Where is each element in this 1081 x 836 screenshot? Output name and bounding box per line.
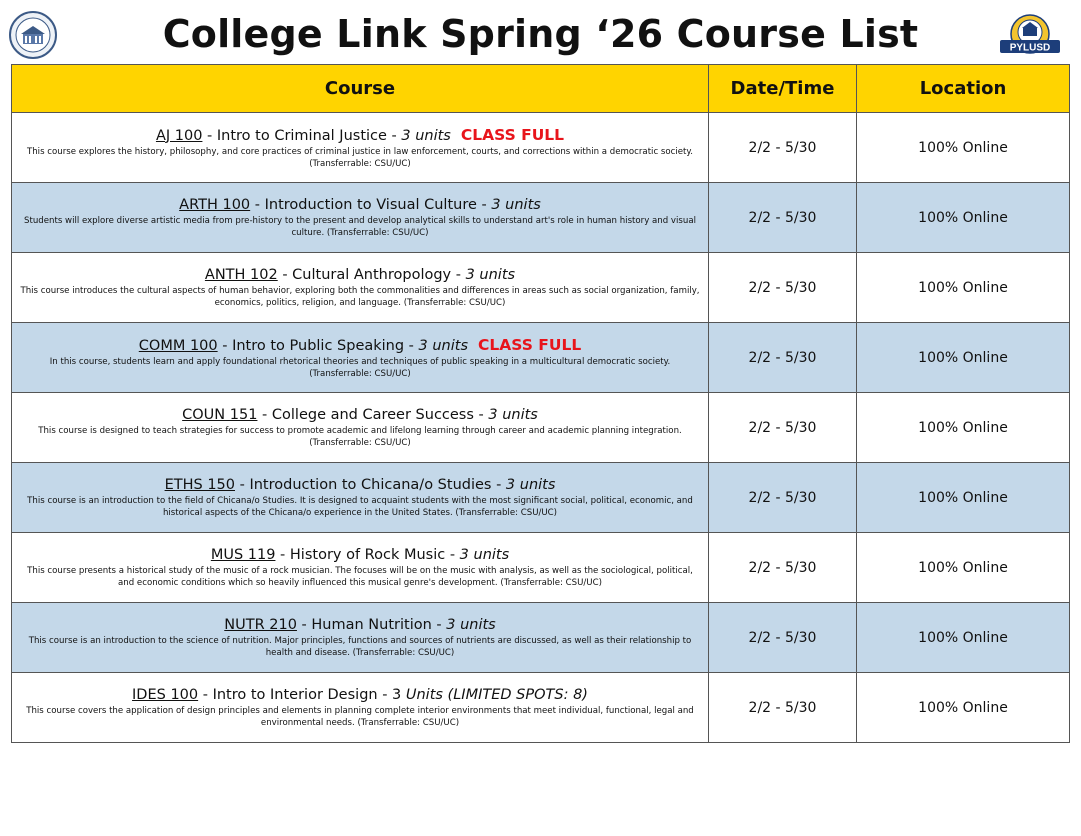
course-cell xyxy=(12,183,709,253)
course-name: - College and Career Success - xyxy=(257,407,489,423)
table-row xyxy=(12,603,1070,673)
course-cell xyxy=(12,393,709,463)
course-description: This course is an introduction to the field of Chicana/o Studies. It is designed to acquaint students with the most significant social, political, economic, and historical aspects of the Chicana/o experience in the United States. (Transferrable: CSU/UC) xyxy=(27,496,693,518)
course-title-line xyxy=(18,476,702,494)
course-units: 3 units xyxy=(465,267,516,283)
location-cell: 100% Online xyxy=(857,463,1070,533)
table-row xyxy=(12,393,1070,463)
course-cell xyxy=(12,463,709,533)
course-name: - Introduction to Visual Culture - xyxy=(250,197,492,213)
course-name: - Cultural Anthropology - xyxy=(277,267,466,283)
course-name: - Intro to Criminal Justice - xyxy=(202,127,402,144)
date-time-cell: 2/2 - 5/30 xyxy=(709,323,857,393)
course-description: This course presents a historical study of the music of a rock musician. The focuses will be on the music with analysis, as well as the sociological, political, and economic conditions which so heavily influenced this musical genre's development. (Transferrable: CSU/UC) xyxy=(27,566,693,588)
location-cell: 100% Online xyxy=(857,253,1070,323)
location-cell: 100% Online xyxy=(857,533,1070,603)
column-header-location: Location xyxy=(857,65,1070,113)
course-description: This course introduces the cultural aspects of human behavior, exploring both the commonalities and differences in areas such as social organization, family, economics, politics, religion, and language. (Transferrable: CSU/UC) xyxy=(20,286,700,308)
class-full-badge: CLASS FULL xyxy=(460,125,565,144)
district-logo xyxy=(996,12,1064,62)
course-units: 3 units xyxy=(488,407,538,423)
course-units: 3 units xyxy=(418,337,469,354)
course-name: - Intro to Public Speaking - xyxy=(217,337,419,354)
district-logo-text: PYLUSD xyxy=(1009,42,1051,54)
course-code: MUS 119 xyxy=(210,547,276,563)
course-cell xyxy=(12,603,709,673)
course-title-line xyxy=(18,546,702,564)
table-header-row xyxy=(12,65,1070,113)
course-description: This course is an introduction to the science of nutrition. Major principles, functions and sources of nutrients are discussed, as well as their relationship to health and disease. (Transferrable: CSU/UC) xyxy=(28,636,692,658)
course-cell xyxy=(12,673,709,743)
course-code: IDES 100 xyxy=(132,687,199,703)
course-code: COMM 100 xyxy=(138,337,218,354)
course-description: Students will explore diverse artistic media from pre-history to the present and develop analytical skills to understand art's role in human history and visual culture. (Transferrable: CSU/UC) xyxy=(24,216,696,238)
date-time-cell: 2/2 - 5/30 xyxy=(709,393,857,463)
course-cell xyxy=(12,533,709,603)
location-cell: 100% Online xyxy=(857,393,1070,463)
page-title: College Link Spring ‘26 Course List xyxy=(162,12,919,56)
location-cell: 100% Online xyxy=(857,673,1070,743)
course-units: 3 units xyxy=(401,127,451,144)
location-cell: 100% Online xyxy=(857,183,1070,253)
table-row xyxy=(12,253,1070,323)
course-name: - Human Nutrition - xyxy=(296,617,447,633)
table-row xyxy=(12,463,1070,533)
location-cell: 100% Online xyxy=(857,323,1070,393)
date-time-cell: 2/2 - 5/30 xyxy=(709,533,857,603)
course-description: This course is designed to teach strategies for success to promote academic and lifelong learning through career and academic planning integration. (Transferrable: CSU/UC) xyxy=(38,426,682,448)
course-code: NUTR 210 xyxy=(224,617,297,633)
date-time-cell: 2/2 - 5/30 xyxy=(709,253,857,323)
course-description: In this course, students learn and apply foundational rhetorical theories and techniques of public speaking in a multicultural democratic society. (Transferrable: CSU/UC) xyxy=(49,356,671,379)
course-code: AJ 100 xyxy=(155,127,203,144)
course-code: COUN 151 xyxy=(182,407,258,423)
table-row xyxy=(12,183,1070,253)
table-row xyxy=(12,113,1070,183)
course-title-line xyxy=(18,406,702,424)
course-name: - Intro to Interior Design - 3 xyxy=(198,687,406,703)
course-units: 3 units xyxy=(491,197,541,213)
course-cell xyxy=(12,113,709,183)
course-units: 3 units xyxy=(459,547,510,563)
course-cell xyxy=(12,253,709,323)
location-cell: 100% Online xyxy=(857,603,1070,673)
course-code: ETHS 150 xyxy=(164,477,235,493)
course-units: 3 units xyxy=(446,617,496,633)
course-description: This course covers the application of design principles and elements in planning complete interior environments that meet individual, functional, legal and environmental needs. (Transferrable: CSU/UC) xyxy=(26,706,694,728)
course-cell xyxy=(12,323,709,393)
course-description: This course explores the history, philosophy, and core practices of criminal justice in law enforcement, courts, and corrections within a democratic society. (Transferrable: CSU/UC) xyxy=(26,146,693,169)
column-header-course: Course xyxy=(12,65,709,113)
course-name: - Introduction to Chicana/o Studies - xyxy=(235,477,506,493)
course-table xyxy=(11,64,1070,743)
table-row xyxy=(12,673,1070,743)
date-time-cell: 2/2 - 5/30 xyxy=(709,113,857,183)
course-title-line xyxy=(18,686,702,704)
table-row xyxy=(12,533,1070,603)
date-time-cell: 2/2 - 5/30 xyxy=(709,603,857,673)
class-full-badge: CLASS FULL xyxy=(478,335,582,354)
course-units: 3 units xyxy=(505,477,556,493)
course-title-line xyxy=(18,266,702,284)
course-name: - History of Rock Music - xyxy=(275,547,460,563)
course-title-line xyxy=(18,196,702,214)
date-time-cell: 2/2 - 5/30 xyxy=(709,183,857,253)
course-title-line xyxy=(18,336,702,355)
page-header xyxy=(0,0,1081,64)
location-cell: 100% Online xyxy=(857,113,1070,183)
date-time-cell: 2/2 - 5/30 xyxy=(709,463,857,533)
course-code: ARTH 100 xyxy=(179,197,251,213)
course-units: Units (LIMITED SPOTS: 8) xyxy=(405,687,588,703)
course-code: ANTH 102 xyxy=(204,267,278,283)
course-title-line xyxy=(18,126,702,145)
table-row xyxy=(12,323,1070,393)
date-time-cell: 2/2 - 5/30 xyxy=(709,673,857,743)
column-header-date-time: Date/Time xyxy=(709,65,857,113)
course-title-line xyxy=(18,616,702,634)
